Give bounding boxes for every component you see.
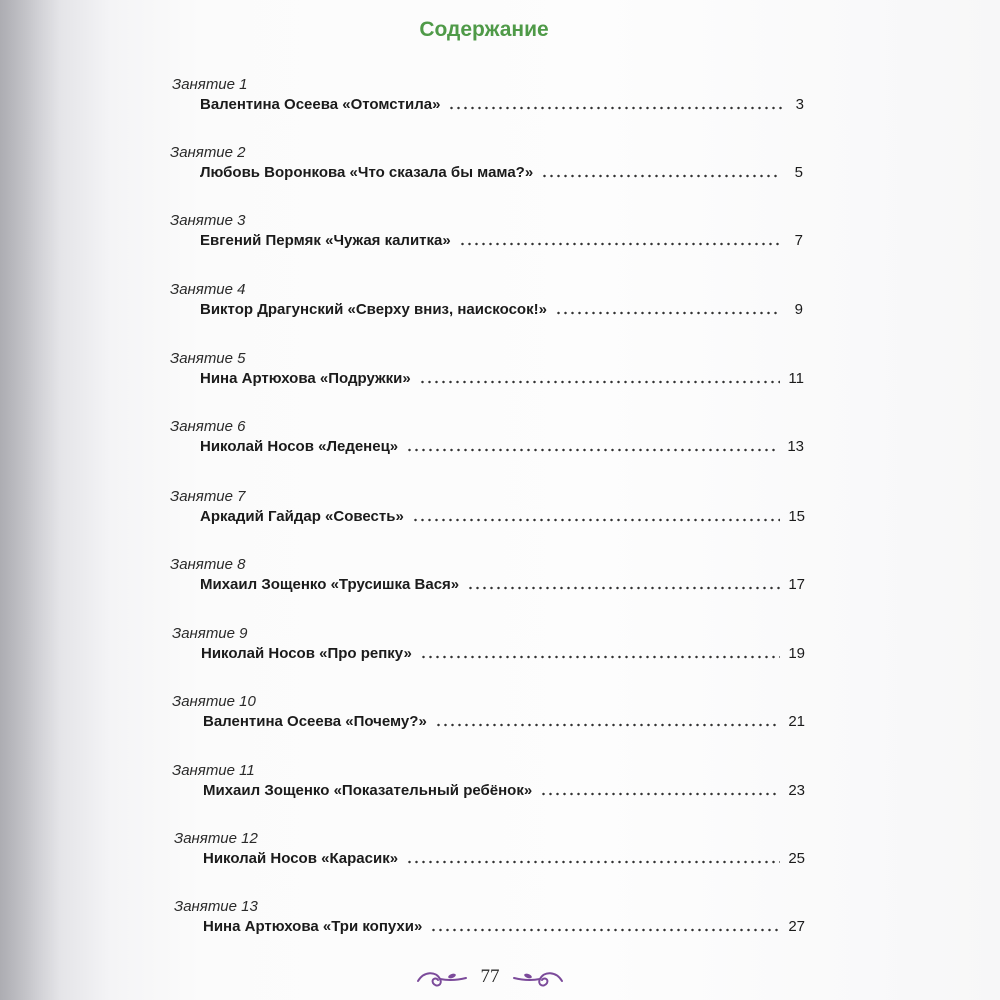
toc-entry [0,281,1000,341]
entry-title: Виктор Драгунский «Сверху вниз, наискосок!» [200,301,547,318]
toc-row [203,713,805,730]
entry-title: Аркадий Гайдар «Совесть» [200,508,404,525]
dot-leader [541,174,781,178]
page-number: 5 [794,164,803,181]
entry-title: Михаил Зощенко «Трусишка Вася» [200,576,460,593]
toc-entry [0,898,1000,958]
page-number: 15 [788,508,805,525]
toc-entry [0,76,1000,136]
toc-row [200,232,803,249]
lesson-label: Занятие 5 [170,350,246,367]
lesson-label: Занятие 6 [170,418,246,435]
dot-leader [406,448,779,452]
page-footer [412,962,568,992]
page-number: 13 [787,438,804,455]
dot-leader [555,311,781,315]
lesson-label: Занятие 3 [170,212,246,229]
entry-title: Нина Артюхова «Подружки» [200,370,411,387]
toc-entry [0,212,1000,272]
dot-leader [467,586,780,590]
page-number: 21 [788,713,805,730]
toc-row [203,850,805,867]
lesson-label: Занятие 2 [170,144,246,161]
lesson-label: Занятие 12 [174,830,258,847]
toc-entry [0,556,1000,616]
page-number: 3 [795,96,804,113]
lesson-label: Занятие 11 [172,762,255,779]
page-number: 25 [788,850,805,867]
page-number: 19 [788,645,805,662]
toc-entry [0,350,1000,410]
toc-row [200,508,805,525]
dot-leader [412,518,781,522]
dot-leader [430,928,780,932]
entry-title: Любовь Воронкова «Что сказала бы мама?» [200,164,534,181]
entry-title: Евгений Пермяк «Чужая калитка» [200,232,451,249]
lesson-label: Занятие 10 [172,693,256,710]
entry-title: Николай Носов «Про репку» [201,645,412,662]
entry-title: Михаил Зощенко «Показательный ребёнок» [203,782,533,799]
lesson-label: Занятие 8 [170,556,246,573]
lesson-label: Занятие 9 [172,625,248,642]
footer-page-number: 77 [480,966,500,987]
lesson-label: Занятие 4 [170,281,246,298]
toc-entry [0,625,1000,685]
toc-row [203,782,805,799]
toc-row [200,438,804,455]
toc-row [200,301,803,318]
page-title: Содержание [419,18,549,41]
dot-leader [419,380,781,384]
dot-leader [459,242,781,246]
entry-title: Николай Носов «Леденец» [200,438,399,455]
toc-row [203,918,805,935]
page-number: 9 [794,301,803,318]
toc-entry [0,144,1000,204]
toc-row [200,96,804,113]
toc-entry [0,418,1000,478]
page-number: 7 [794,232,803,249]
entry-title: Валентина Осеева «Почему?» [203,713,427,730]
toc-row [201,645,805,662]
lesson-label: Занятие 13 [174,898,258,915]
page-number: 17 [788,576,805,593]
lesson-label: Занятие 1 [172,76,248,93]
toc-entry [0,488,1000,548]
entry-title: Николай Носов «Карасик» [203,850,399,867]
entry-title: Валентина Осеева «Отомстила» [200,96,441,113]
page-number: 23 [788,782,805,799]
dot-leader [420,655,780,659]
toc-entry [0,830,1000,890]
dot-leader [540,792,780,796]
toc-row [200,576,805,593]
dot-leader [406,860,780,864]
dot-leader [435,723,781,727]
page-number: 11 [788,370,804,387]
toc-entry [0,762,1000,822]
entry-title: Нина Артюхова «Три копухи» [203,918,423,935]
lesson-label: Занятие 7 [170,488,246,505]
toc-row [200,370,804,387]
dot-leader [448,106,782,110]
toc-row [200,164,803,181]
toc-entry [0,693,1000,753]
page-number: 27 [788,918,805,935]
